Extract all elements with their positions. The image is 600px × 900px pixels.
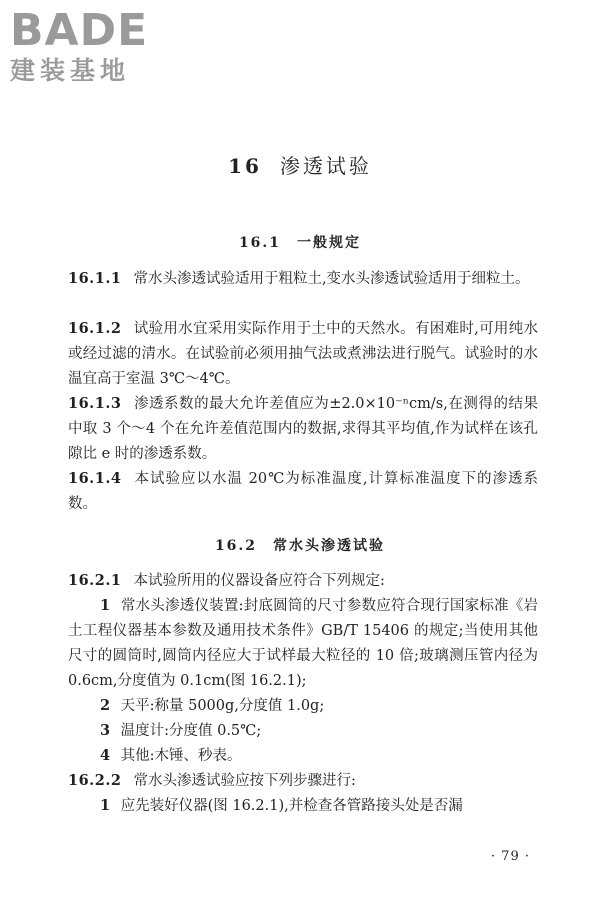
section-heading-16-1 (0, 232, 600, 252)
chapter-name: 渗透试验 (279, 154, 372, 178)
clause-number: 16.1.1 (68, 270, 122, 287)
clause-16-1-3 (68, 391, 538, 467)
clause-text: 常水头渗透试验应按下列步骤进行: (133, 773, 356, 789)
clause-text: 常水头渗透试验适用于粗粒土,变水头渗透试验适用于细粒土。 (133, 271, 530, 287)
clause-text: 本试验应以水温 20℃为标准温度,计算标准温度下的渗透系数。 (68, 471, 538, 512)
list-item-2-1-2 (68, 693, 538, 719)
clause-number: 16.2.2 (68, 772, 122, 789)
clause-16-1-4 (68, 466, 538, 517)
clause-16-2-2 (68, 768, 538, 794)
list-item-2-1-1 (68, 593, 538, 694)
page-number: · 79 · (490, 849, 530, 864)
logo-wordmark: BADE (10, 5, 149, 56)
section-name: 常水头渗透试验 (273, 538, 386, 554)
item-text: 其他:木锤、秒表。 (120, 748, 242, 764)
logo-subtitle: 建装基地 (10, 56, 131, 85)
list-item-2-1-4 (68, 743, 538, 769)
clause-number: 16.2.1 (68, 572, 122, 589)
list-item-2-1-3 (68, 718, 538, 744)
logo (10, 6, 180, 86)
clause-text: 本试验所用的仪器设备应符合下列规定: (133, 573, 385, 589)
clause-number: 16.1.2 (68, 320, 122, 337)
item-number: 3 (100, 722, 111, 739)
section-number: 16.2 (214, 538, 258, 554)
item-text: 温度计:分度值 0.5℃; (120, 723, 262, 739)
clause-16-2-1 (68, 568, 538, 594)
clause-number: 16.1.4 (68, 470, 122, 487)
chapter-title (0, 150, 600, 179)
section-heading-16-2 (0, 535, 600, 555)
item-number: 2 (100, 697, 111, 714)
section-name: 一般规定 (297, 235, 362, 251)
clause-text: 渗透系数的最大允许差值应为±2.0×10⁻ⁿcm/s,在测得的结果中取 3 个～4 个在允许差值范围内的数据,求得其平均值,作为试样在该孔隙比 e 时的渗透系数。 (68, 396, 538, 462)
chapter-number: 16 (228, 154, 262, 178)
item-number: 1 (100, 597, 111, 614)
clause-text: 试验用水宜采用实际作用于土中的天然水。有困难时,可用纯水或经过滤的清水。在试验前必须用抽气法或煮沸法进行脱气。试验时的水温宜高于室温 3℃～4℃。 (68, 321, 538, 387)
item-text: 天平:称量 5000g,分度值 1.0g; (120, 698, 325, 714)
item-number: 4 (100, 747, 111, 764)
section-number: 16.1 (238, 235, 282, 251)
clause-16-1-2 (68, 316, 538, 392)
item-text: 常水头渗透仪装置:封底圆筒的尺寸参数应符合现行国家标准《岩土工程仪器基本参数及通用技术条件》GB/T 15406 的规定;当使用其他尺寸的圆筒时,圆筒内径应大于试样最大粒径的 10 倍;玻璃测压管内径为 0.6cm,分度值为 0.1cm(图 16.2.1); (68, 598, 538, 689)
item-text: 应先装好仪器(图 16.2.1),并检查各管路接头处是否漏 (120, 798, 463, 814)
clause-number: 16.1.3 (68, 395, 122, 412)
item-number: 1 (100, 797, 111, 814)
list-item-2-2-1 (68, 793, 538, 819)
clause-16-1-1 (68, 266, 538, 292)
